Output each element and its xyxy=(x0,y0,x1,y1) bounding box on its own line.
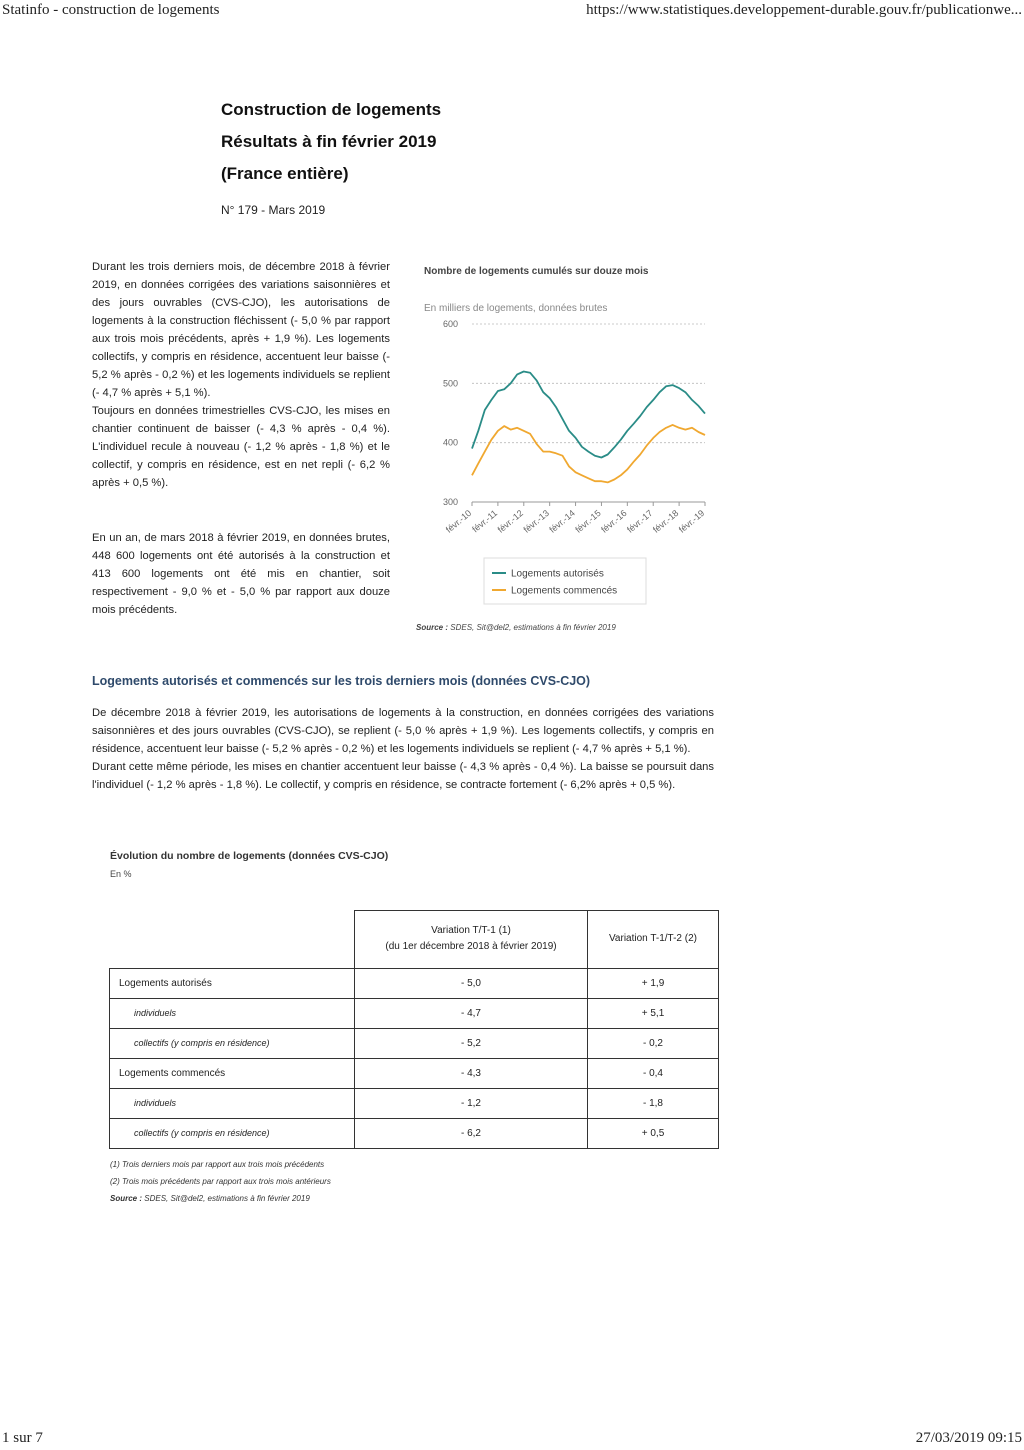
intro-paragraph-2: Toujours en données trimestrielles CVS-CJO, les mises en chantier continuent de baisser (- 4,3 % après - 0,4 %). L'individuel recule à nouveau (- 1,2 % après - 1,8 %) et le collectif, y compris en résidence, est en net repli (- 6,2 % après + 0,5 %). xyxy=(92,405,390,489)
intro-column xyxy=(92,258,390,492)
line-chart xyxy=(412,262,712,637)
y-tick-label: 300 xyxy=(442,497,458,507)
row-value-t: - 5,0 xyxy=(355,968,588,998)
table-unit: En % xyxy=(110,869,132,879)
table-header-empty xyxy=(110,911,355,969)
table-header-variation-t1: Variation T-1/T-2 (2) xyxy=(588,911,719,969)
title-line-1: Construction de logements xyxy=(221,100,442,119)
table-source xyxy=(110,1190,331,1207)
row-value-t: - 5,2 xyxy=(355,1028,588,1058)
intro-paragraph-3: En un an, de mars 2018 à février 2019, en données brutes, 448 600 logements ont été autorisés à la construction et 413 600 logements ont été mis en chantier, soit respectivement - 9,0 % et - 5,0 % par rapport aux douze mois précédents. xyxy=(92,532,390,616)
section-paragraph-2: Durant cette même période, les mises en chantier accentuent leur baisse (- 4,3 % après - 0,4 %). La baisse se poursuit dans l'individuel (- 1,2 % après - 1,8 %). Le collectif, y compris en résidence, se contracte fortement (- 6,2% après + 0,5 %). xyxy=(92,761,714,791)
series-line-autorises xyxy=(472,372,705,458)
title-line-3: (France entière) xyxy=(221,164,349,183)
table-header-variation-t xyxy=(355,911,588,969)
table-note-2: (2) Trois mois précédents par rapport aux trois mois antérieurs xyxy=(110,1177,331,1186)
table-row xyxy=(110,968,719,998)
document-title xyxy=(221,94,441,190)
table-row xyxy=(110,1088,719,1118)
chart-svg xyxy=(412,262,712,622)
x-tick-label: févr.-19 xyxy=(676,507,707,535)
y-tick-label: 400 xyxy=(442,437,458,448)
table-row xyxy=(110,1028,719,1058)
section-paragraph-1: De décembre 2018 à février 2019, les autorisations de logements à la construction, en données corrigées des variations saisonnières et des jours ouvrables (CVS-CJO), se replient (- 5,0 % après + 1,9 %). Les logements collectifs, y compris en résidence, accentuent leur baisse (- 5,2 % après - 0,2 %) et les logements individuels se replient (- 4,7 % après + 5,1 %). xyxy=(92,707,714,755)
row-value-t: - 4,7 xyxy=(355,998,588,1028)
intro-column-2 xyxy=(92,529,390,619)
header-variation-t-line2: (du 1er décembre 2018 à février 2019) xyxy=(385,941,557,953)
row-value-t1: - 0,2 xyxy=(588,1028,719,1058)
print-header-title: Statinfo - construction de logements xyxy=(2,2,220,18)
y-tick-label: 600 xyxy=(442,319,458,329)
chart-title: Nombre de logements cumulés sur douze mois xyxy=(424,266,649,277)
header-variation-t-line1: Variation T/T-1 (1) xyxy=(431,925,511,937)
issue-number: N° 179 - Mars 2019 xyxy=(221,203,326,217)
row-value-t1: - 0,4 xyxy=(588,1058,719,1088)
x-tick-label: févr.-15 xyxy=(573,507,603,535)
row-label: individuels xyxy=(110,1088,355,1118)
print-footer-page-counter: 1 sur 7 xyxy=(2,1430,43,1446)
row-label: individuels xyxy=(110,998,355,1028)
x-tick-label: févr.-18 xyxy=(650,507,681,535)
print-header-url[interactable]: https://www.statistiques.developpement-durable.gouv.fr/publicationwe... xyxy=(586,2,1022,18)
title-line-2: Résultats à fin février 2019 xyxy=(221,132,437,151)
row-label: collectifs (y compris en résidence) xyxy=(110,1118,355,1148)
row-value-t1: - 1,8 xyxy=(588,1088,719,1118)
x-tick-label: févr.-14 xyxy=(547,507,577,535)
row-value-t1: + 5,1 xyxy=(588,998,719,1028)
table-title: Évolution du nombre de logements (données CVS-CJO) xyxy=(110,850,389,862)
x-tick-label: févr.-12 xyxy=(495,507,526,535)
row-value-t: - 4,3 xyxy=(355,1058,588,1088)
table-source-text: SDES, Sit@del2, estimations à fin février 2019 xyxy=(144,1194,310,1203)
chart-subtitle: En milliers de logements, données brutes xyxy=(424,303,608,314)
table-source-label: Source : xyxy=(110,1194,143,1203)
legend-box xyxy=(484,558,646,604)
x-tick-label: févr.-16 xyxy=(599,507,629,535)
row-value-t1: + 0,5 xyxy=(588,1118,719,1148)
y-tick-label: 500 xyxy=(442,378,458,389)
x-tick-label: févr.-17 xyxy=(625,507,655,535)
row-value-t1: + 1,9 xyxy=(588,968,719,998)
table-row xyxy=(110,998,719,1028)
chart-source-text: SDES, Sit@del2, estimations à fin février 2019 xyxy=(450,623,616,632)
row-label: Logements autorisés xyxy=(110,968,355,998)
legend-label: Logements commencés xyxy=(511,585,618,597)
chart-source-label: Source : xyxy=(416,623,449,632)
table-row xyxy=(110,1118,719,1148)
row-label: collectifs (y compris en résidence) xyxy=(110,1028,355,1058)
series-line-commences xyxy=(472,425,705,483)
table-row xyxy=(110,1058,719,1088)
row-value-t: - 1,2 xyxy=(355,1088,588,1118)
legend-label: Logements autorisés xyxy=(511,568,604,580)
x-tick-label: févr.-10 xyxy=(443,507,474,535)
table-notes xyxy=(110,1156,331,1207)
evolution-table xyxy=(109,910,719,1149)
section-body xyxy=(92,704,714,794)
row-label: Logements commencés xyxy=(110,1058,355,1088)
print-footer-timestamp: 27/03/2019 09:15 xyxy=(915,1430,1022,1446)
row-value-t: - 6,2 xyxy=(355,1118,588,1148)
chart-source xyxy=(416,623,616,632)
intro-paragraph-1: Durant les trois derniers mois, de décembre 2018 à février 2019, en données corrigées des variations saisonnières et des jours ouvrables (CVS-CJO), les autorisations de logements à la construction fléchissent (- 5,0 % par rapport aux trois mois précédents, après + 1,9 %). Les logements collectifs, y compris en résidence, accentuent leur baisse (- 5,2 % après - 0,2 %) et les logements individuels se replient (- 4,7 % après + 5,1 %). xyxy=(92,261,390,399)
table-header-row xyxy=(110,911,719,969)
x-tick-label: févr.-11 xyxy=(470,507,500,535)
table-note-1: (1) Trois derniers mois par rapport aux trois mois précédents xyxy=(110,1160,325,1169)
x-tick-label: févr.-13 xyxy=(521,507,551,535)
section-title: Logements autorisés et commencés sur les trois derniers mois (données CVS-CJO) xyxy=(92,674,591,688)
